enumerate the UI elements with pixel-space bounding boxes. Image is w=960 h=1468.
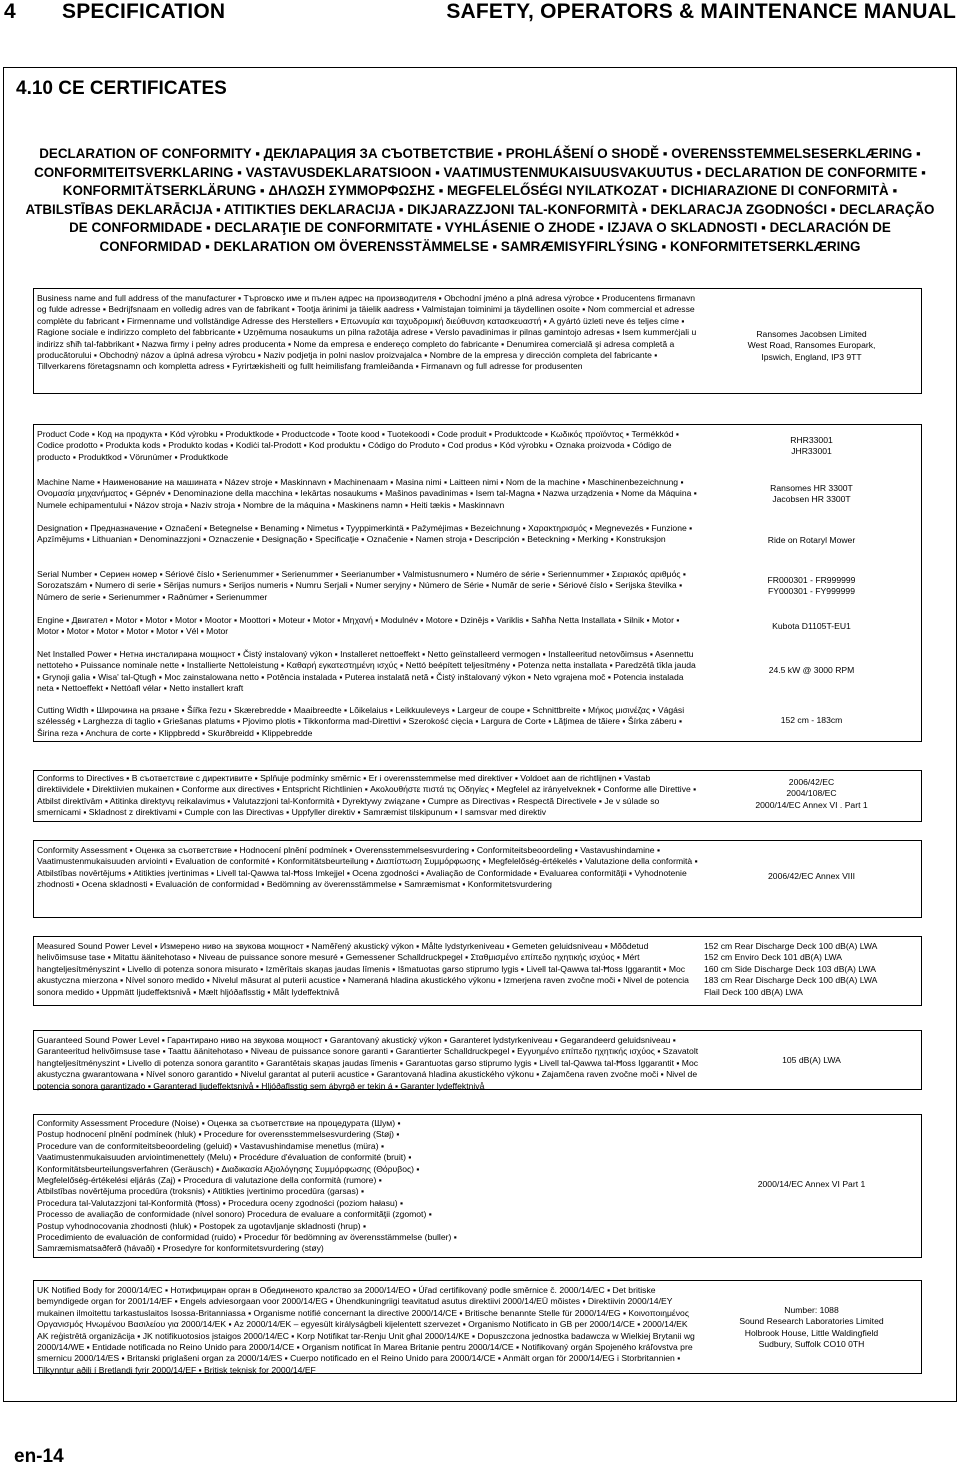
procedure-line: Procedure van de conformiteitsbeoordeling (geluid) ▪ Vastavushindamise menetlus (müra) ▪ bbox=[37, 1140, 384, 1151]
page-number: en-14 bbox=[14, 1446, 64, 1467]
serial-number-1: FR000301 - FR999999 bbox=[767, 575, 856, 585]
section-number: 4 bbox=[4, 0, 16, 23]
notified-address-1: Holbrook House, Little Waldingfield bbox=[744, 1327, 879, 1338]
procedure-line: Procedimiento de evaluación de conformidad (ruido) ▪ Procedur för bedömning av överensstämmelse (buller) ▪ bbox=[37, 1232, 457, 1243]
procedure-1: 2000/14/EC Annex VI Part 1 bbox=[757, 1179, 866, 1189]
measured-5: Flail Deck 100 dB(A) LWA bbox=[704, 986, 803, 997]
procedure-line: Atbilstības novērtējuma procedūra (troksnis) ▪ Atitikties įvertinimo procedūra (garsas) ▪ bbox=[37, 1186, 365, 1197]
conformity-value bbox=[704, 871, 919, 882]
designation-label: Designation ▪ Предназначение ▪ Označení ▪ Betegnelse ▪ Benaming ▪ Nimetus ▪ Tyyppimerkintä ▪ Pažymėjimas ▪ Bezeichnung ▪ Χαρακτηρισμός ▪ Megnevezés ▪ Funzione ▪ Apzīmējums ▪ Lithuanian ▪ Denominazzjoni ▪ Oznaczenie ▪ Designação ▪ Specificaţie ▪ Označenie ▪ Namen stroja ▪ Descripción ▪ Beteckning ▪ Merking ▪ Konstruksjon bbox=[37, 523, 693, 545]
procedure-box bbox=[33, 1114, 922, 1258]
directive-2: 2004/108/EC bbox=[786, 788, 837, 799]
cutting-width-label: Cutting Width ▪ Широчина на рязане ▪ Šířka řezu ▪ Skærebredde ▪ Maaibreedte ▪ Lõikelaius ▪ Leikkuuleveys ▪ Largeur de coupe ▪ Schnittbreite ▪ Μήκος μισινέζας ▪ Vágási szélesség ▪ Larghezza di taglio ▪ Griešanas platums ▪ Pjovimo plotis ▪ Tikkonforma mad-Direttivi ▪ Szerokość cięcia ▪ Largura de Corte ▪ Lăţimea de tăiere ▪ Šírka záberu ▪ Širina reza ▪ Anchura de corte ▪ Klippbredd ▪ Skurðbreidd ▪ Klippebredde bbox=[37, 705, 685, 738]
serial-number-2: FY000301 - FY999999 bbox=[768, 586, 855, 597]
manufacturer-address-2: Ipswich, England, IP3 9TT bbox=[761, 351, 862, 362]
procedure-line: Postup hodnocení plnění podmínek (hluk) ▪ Procedure for overensstemmelsesvurdering (Støj) ▪ bbox=[37, 1129, 400, 1140]
engine-label: Engine ▪ Двигател ▪ Motor ▪ Motor ▪ Motor ▪ Mootor ▪ Moottori ▪ Moteur ▪ Motor ▪ Μηχανή ▪ Modulnév ▪ Motore ▪ Dzinējs ▪ Variklis ▪ Saħħa Netta Installata ▪ Silnik ▪ Motor ▪ Motor ▪ Motor ▪ Motor ▪ Motor ▪ Motor ▪ Vél ▪ Motor bbox=[37, 615, 680, 637]
manufacturer-address-1: West Road, Ransomes Europark, bbox=[747, 340, 876, 351]
cutting-width-1: 152 cm - 183cm bbox=[780, 715, 843, 725]
measured-sound-value bbox=[704, 941, 919, 998]
product-code-1: RHR33001 bbox=[790, 435, 833, 445]
directive-3: 2000/14/EC Annex VI . Part 1 bbox=[755, 799, 868, 810]
guaranteed-sound-value bbox=[704, 1055, 919, 1066]
directives-label: Conforms to Directives ▪ В съответствие с директивите ▪ Splňuje podmínky směrnic ▪ Er i overensstemmelse med direktiver ▪ Voldoet aan de richtlijnen ▪ Vastab direktiividele ▪ Direktiivien mukainen ▪ Conforme aux directives ▪ Entspricht Richtlinien ▪ Ακολουθήστε πιστά τις Οδηγίες ▪ Megfelel az irányelveknek ▪ Conforme alle Direttive ▪ Atbilst direktīvām ▪ Atitinka direktyvų reikalavimus ▪ Valutazzjoni tal-Konformità ▪ Dyrektywy związane ▪ Cumpre as Directivas ▪ Respectă Directivele ▪ Je v súlade so smernicami ▪ Skladnost z direktivami ▪ Cumple con las Directivas ▪ Uppfyller direktiv ▪ Samræmist tilskipunum ▪ I samsvar med direktiv bbox=[37, 773, 697, 818]
net-power-value bbox=[704, 665, 919, 676]
engine-1: Kubota D1105T-EU1 bbox=[772, 621, 851, 631]
procedure-line: Vaatimustenmukaisuuden arviointimenettely (Melu) ▪ Procédure d'évaluation de conformité (bruit) ▪ bbox=[37, 1152, 412, 1163]
notified-address-2: Sudbury, Suffolk CO10 0TH bbox=[758, 1339, 865, 1350]
notified-body-value bbox=[704, 1305, 919, 1351]
designation-1: Ride on Rotaryl Mower bbox=[767, 535, 856, 545]
net-power-1: 24.5 kW @ 3000 RPM bbox=[768, 665, 855, 675]
manual-title: SAFETY, OPERATORS & MAINTENANCE MANUAL bbox=[446, 0, 956, 23]
machine-name-label: Machine Name ▪ Наименование на машината ▪ Název stroje ▪ Maskinnavn ▪ Machinenaam ▪ Masina nimi ▪ Laitteen nimi ▪ Nom de la machine ▪ Maschinenbezeichnung ▪ Ονομασία μηχανήματος ▪ Gépnév ▪ Denominazione della macchina ▪ Iekārtas nosaukums ▪ Mašinos pavadinimas ▪ Isem tal-Magna ▪ Nazwa urządzenia ▪ Nome da Máquina ▪ Numele echipamentului ▪ Názov stroja ▪ Naziv stroja ▪ Nombre de la máquina ▪ Maskinens namn ▪ Heiti tækis ▪ Maskinnavn bbox=[37, 477, 697, 510]
declaration-heading: DECLARATION OF CONFORMITY ▪ ДЕКЛАРАЦИЯ ЗА СЪОТВЕТСТВИЕ ▪ PROHLÁŠENÍ O SHODĚ ▪ OVERENSSTEMMELSESERKLÆRING ▪ CONFORMITEITSVERKLARING ▪ VASTAVUSDEKLARATSIOON ▪ VAATIMUSTENMUKAISUUSVAKUUTUS ▪ DECLARATION DE CONFORMITE ▪ KONFORMITÄTSERKLÄRUNG ▪ ΔΗΛΩΣΗ ΣΥΜΜΟΡΦΩΣΗΣ ▪ MEGFELELŐSÉGI NYILATKOZAT ▪ DICHIARAZIONE DI CONFORMITÀ ▪ ATBILSTĪBAS DEKLARĀCIJA ▪ ATITIKTIES DEKLARACIJA ▪ DIKJARAZZJONI TAL-KONFORMITÀ ▪ DEKLARACJA ZGODNOŚCI ▪ DECLARAÇÃO DE CONFORMIDADE ▪ DECLARAŢIE DE CONFORMITATE ▪ VYHLÁSENIE O ZHODE ▪ IZJAVA O SKLADNOSTI ▪ DECLARACIÓN DE CONFORMIDAD ▪ DEKLARATION OM ÖVERENSSTÄMMELSE ▪ SAMRÆMISYFIRLÝSING ▪ KONFORMITETSERKLÆRING bbox=[25, 146, 935, 254]
guaranteed-sound-box bbox=[33, 1030, 922, 1090]
conformity-1: 2006/42/EC Annex VIII bbox=[768, 871, 855, 881]
directive-1: 2006/42/EC bbox=[788, 777, 835, 787]
designation-value bbox=[704, 535, 919, 546]
measured-4: 183 cm Rear Discharge Deck 100 dB(A) LWA bbox=[704, 975, 878, 986]
manufacturer-value bbox=[704, 329, 919, 363]
measured-2: 152 cm Enviro Deck 101 dB(A) LWA bbox=[704, 952, 843, 963]
serial-number-value bbox=[704, 575, 919, 598]
product-code-label: Product Code ▪ Код на продукта ▪ Kód výrobku ▪ Produktkode ▪ Productcode ▪ Toote kood ▪ Tuotekoodi ▪ Code produit ▪ Produktcode ▪ Κωδικός προϊόντος ▪ Termékkód ▪ Codice prodotto ▪ Produkta kods ▪ Produkto kodas ▪ Kodiċi tal-Prodott ▪ Kod produktu ▪ Código do Produto ▪ Cod produs ▪ Kód výrobku ▪ Oznaka proizvoda ▪ Código de producto ▪ Produktkod ▪ Vörunúmer ▪ Produktkode bbox=[37, 429, 679, 462]
manufacturer-box bbox=[33, 288, 922, 394]
cutting-width-value bbox=[704, 715, 919, 726]
procedure-line: Processo de avaliação de conformidade (nível sonoro) Procedura de evaluare a conformităţii (zgomot) ▪ bbox=[37, 1209, 432, 1220]
notified-body-box bbox=[33, 1280, 922, 1374]
net-power-label: Net Installed Power ▪ Нетна инсталирана мощност ▪ Čistý instalovaný výkon ▪ Installeret nettoeffekt ▪ Netto geïnstalleerd vermogen ▪ Installeeritud netovõimsus ▪ Asennettu nettoteho ▪ Puissance nominale nette ▪ Installierte Nettoleistung ▪ Καθαρή εγκατεστημένη ισχύς ▪ Nettó beépített teljesítmény ▪ Potenza netta installata ▪ Paredzētā tīkla jauda ▪ Grynoji galia ▪ Wisa' tal-Qtugħ ▪ Moc zainstalowana netto ▪ Potência instalada ▪ Puterea instalată netă ▪ Čistý inštalovaný výkon ▪ Neto vgrajena moč ▪ Potencia instalada neta ▪ Nettoeffekt ▪ Nettóafl vélar ▪ Netto installert kraft bbox=[37, 649, 696, 694]
product-code-2: JHR33001 bbox=[791, 446, 832, 457]
procedure-line: Conformity Assessment Procedure (Noise) ▪ Оценка за съответствие на процедурата (Шум) ▪ bbox=[37, 1118, 401, 1128]
directives-value bbox=[704, 777, 919, 811]
procedure-line: Postup vyhodnocovania zhodnosti (hluk) ▪ Postopek za ugotavljanje skladnosti (hrup) ▪ bbox=[37, 1220, 367, 1231]
product-details-box bbox=[33, 424, 922, 742]
measured-1: 152 cm Rear Discharge Deck 100 dB(A) LWA bbox=[704, 941, 878, 951]
procedure-value bbox=[704, 1179, 919, 1190]
page-header bbox=[0, 0, 960, 24]
guaranteed-sound-label: Guaranteed Sound Power Level ▪ Гарантирано ниво на звукова мощност ▪ Garantovaný akustický výkon ▪ Garanteret lydstyrkeniveau ▪ Gegarandeerd geluidsniveau ▪ Garanteeritud helivõimsuse tase ▪ Taattu äänitehotaso ▪ Niveau de puissance sonore garanti ▪ Garantierter Schalldruckpegel ▪ Εγγυημένο επίπεδο ηχητικής ισχύος ▪ Szavatolt hangteljesítményszint ▪ Livello di potenza sonora garantito ▪ Garantētais skaņas jaudas līmenis ▪ Garantuotas garso stiprumo lygis ▪ Livell tal-Qawwa tal-Ħoss Iggarantit ▪ Moc akustyczna gwarantowana ▪ Nível sonoro garantido ▪ Nivelul garantat al puterii acustice ▪ Garantovaná hladina akustického výkonu ▪ Zajamčena raven zvočne moči ▪ Nivel de potencia sonora garantizado ▪ Garanterad ljudeffektsnivå ▪ Hljóðaflsstig sem ábyrgð er tekin á ▪ Garanter lydeffektnivå bbox=[37, 1035, 699, 1091]
procedure-line: Samræmismatsaðferð (hávaði) ▪ Prosedyre for konformitetsvurdering (støy) bbox=[37, 1243, 324, 1254]
notified-name: Sound Research Laboratories Limited bbox=[739, 1316, 884, 1327]
section-title: 4.10 CE CERTIFICATES bbox=[16, 78, 227, 99]
measured-sound-label: Measured Sound Power Level ▪ Измерено ниво на звукова мощност ▪ Naměřený akustický výkon ▪ Målte lydstyrkeniveau ▪ Gemeten geluidsniveau ▪ Mõõdetud helivõimsuse tase ▪ Mitattu äänitehotaso ▪ Niveau de puissance sonore mesuré ▪ Gemessener Schalldruckpegel ▪ Σταθμισμένο επίπεδο ηχητικής ισχύος ▪ Mért hangteljesítményszint ▪ Livello di potenza sonora misurato ▪ Izmērītais skaņas jaudas līmenis ▪ Išmatuotas garso stiprumo lygis ▪ Livell tal-Qawwa tal-Ħoss Iggarantit ▪ Moc akustyczna mierzona ▪ Nível sonoro medido ▪ Nivelul măsurat al puterii acustice ▪ Nameraná hladina akustického výkonu ▪ Izmerjena raven zvočne moči ▪ Nivel de potencia sonora medido ▪ Uppmätt ljudeffektsnivå ▪ Mælt hljóðaflsstig ▪ Målt lydeffektnivå bbox=[37, 941, 689, 997]
machine-name-1: Ransomes HR 3300T bbox=[770, 483, 853, 493]
directives-box bbox=[33, 770, 922, 822]
notified-body-label: UK Notified Body for 2000/14/EC ▪ Нотифициран орган в Обединеното кралство за 2000/14/ЕО ▪ Úřad certifikovaný podle směrnice č. 2000/14/EC ▪ Det britiske bemyndigede organ for 2001/14/EF ▪ Engels adviesorgaan voor 2000/14/EG ▪ Ühendkuningriigi teavitatud asutus direktiivi 2000/14/EÜ mõistes ▪ Direktiivin 2000/14/EY mukainen ilmoitettu tarkastuslaitos Isossa-Britanniassa ▪ Organisme notifié concernant la directive 2000/14/CE ▪ Britische benannte Stelle für 2000/14/EG ▪ Κοινοποιημένος Οργανισμός Ηνωμένου Βασιλείου για 2000/14/ΕΚ ▪ Az 2000/14/EK – egyesült királyságbeli kijelentett szervezet ▪ Organismo Notificato in GB per 2000/14/CE ▪ 2000/14/EK AK reģistrētā organizācija ▪ JK notifikuotosios įstaigos 2000/14/EC ▪ Korp Notifikat tar-Renju Unit għal 2000/14/KE ▪ Dopuszczona jednostka badawcza w Wielkiej Brytanii wg 2000/14/WE ▪ Entidade notificada no Reino Unido para 2000/14/CE ▪ Organism notificat în Marea Britanie pentru 2000/14/CE ▪ Notifikovaný orgán Spojeného kráľovstva pre smernicu 2000/14/ES ▪ Britanski priglašeni organ za 2000/14/ES ▪ Cuerpo notificado en el Reino Unido para 2000/14/CE ▪ Anmält organ för 2000/14/EG i Storbritannien ▪ Tilkynntur aðili í Bretlandi fyrir 2000/14/EF ▪ Britisk teknisk for 2000/14/EF bbox=[37, 1285, 695, 1375]
machine-name-2: Jacobsen HR 3300T bbox=[772, 494, 851, 505]
procedure-line: Konformitätsbeurteilungsverfahren (Geräusch) ▪ Διαδικασία Αξιολόγησης Συμμόρφωσης (Θόρυβος) ▪ bbox=[37, 1163, 420, 1174]
section-name: SPECIFICATION bbox=[62, 0, 226, 23]
section-heading bbox=[4, 0, 225, 24]
engine-value bbox=[704, 621, 919, 632]
serial-number-label: Serial Number ▪ Сериен номер ▪ Sériové číslo ▪ Serienummer ▪ Serienummer ▪ Seerianumber ▪ Valmistusnumero ▪ Numéro de série ▪ Seriennummer ▪ Σειριακός αριθμός ▪ Sorozatszám ▪ Numero di serie ▪ Sērijas numurs ▪ Serijos numeris ▪ Numru Serjali ▪ Numer seryjny ▪ Número de Série ▪ Număr de serie ▪ Sériové číslo ▪ Serijska številka ▪ Número de serie ▪ Serienummer ▪ Raðnúmer ▪ Serienummer bbox=[37, 569, 686, 602]
manufacturer-label: Business name and full address of the manufacturer ▪ Търговско име и пълен адрес на производителя ▪ Obchodní jméno a plná adresa výrobce ▪ Producentens firmanavn og fulde adresse ▪ Bedrijfsnaam en volledig adres van de fabrikant ▪ Tootja ärinimi ja täielik aadress ▪ Valmistajan toiminimi ja täydellinen osoite ▪ Nom commercial et adresse complète du fabricant ▪ Firmenname und vollständige Adresse des Herstellers ▪ Επωνυμία και ταχυδρομική διεύθυνση κατασκευαστή ▪ A gyártó üzleti neve és teljes címe ▪ Ragione sociale e indirizzo completo del fabbricante ▪ Uzņēmuma nosaukums un pilna ražotāja adrese ▪ Verslo pavadinimas ir pilnas gamintojo adresas ▪ Isem kummerċjali u indirizz sħiħ tal-fabbrikant ▪ Nazwa firmy i pełny adres producenta ▪ Nome da empresa e endereço completo do fabricante ▪ Denumirea comercială şi adresa completă a producătorului ▪ Obchodný názov a úplná adresa výrobcu ▪ Naziv podjetja in polni naslov proizvajalca ▪ Nombre de la empresa y dirección completa del fabricante ▪ Tillverkarens företagsnamn och kompletta adress ▪ Fyrirtækisheiti og fullt heimilisfang framleiðanda ▪ Firmanavn og full adresse for produsenten bbox=[37, 293, 697, 372]
notified-number: Number: 1088 bbox=[784, 1305, 839, 1315]
machine-name-value bbox=[704, 483, 919, 506]
manufacturer-name: Ransomes Jacobsen Limited bbox=[756, 329, 867, 339]
product-code-value bbox=[704, 435, 919, 458]
measured-3: 160 cm Side Discharge Deck 103 dB(A) LWA bbox=[704, 963, 876, 974]
procedure-line: Procedura tal-Valutazzjoni tal-Konformità (Ħoss) ▪ Procedura oceny zgodności (poziom hałasu) ▪ bbox=[37, 1197, 404, 1208]
procedure-label bbox=[37, 1118, 699, 1255]
measured-sound-box bbox=[33, 936, 922, 1006]
conformity-label: Conformity Assessment ▪ Оценка за съответствие ▪ Hodnocení plnění podmínek ▪ Overensstemmelsesvurdering ▪ Conformiteitsbeoordeling ▪ Vastavushindamine ▪ Vaatimustenmukaisuuden arviointi ▪ Evaluation de conformité ▪ Konformitätsbeurteilung ▪ Διαπίστωση Συμμόρφωσης ▪ Megfelelőség-értékelés ▪ Valutazione della conformità ▪ Atbilstības novērtējums ▪ Atitikties įvertinimas ▪ Livell tal-Qawwa tal-Ħoss Imkejjel ▪ Ocena zgodności ▪ Avaliação de Conformidade ▪ Evaluarea conformităţii ▪ Vyhodnotenie zhodnosti ▪ Ocena skladnosti ▪ Evaluación de conformidad ▪ Bedömning av överensstämmelse ▪ Samræmismat ▪ Konformitetsvurdering bbox=[37, 845, 698, 890]
conformity-box bbox=[33, 840, 922, 918]
procedure-line: Megfelelőség-értékelési eljárás (Zaj) ▪ Procedura di valutazione della conformità (rumore) ▪ bbox=[37, 1175, 382, 1186]
guaranteed-1: 105 dB(A) LWA bbox=[782, 1055, 841, 1065]
